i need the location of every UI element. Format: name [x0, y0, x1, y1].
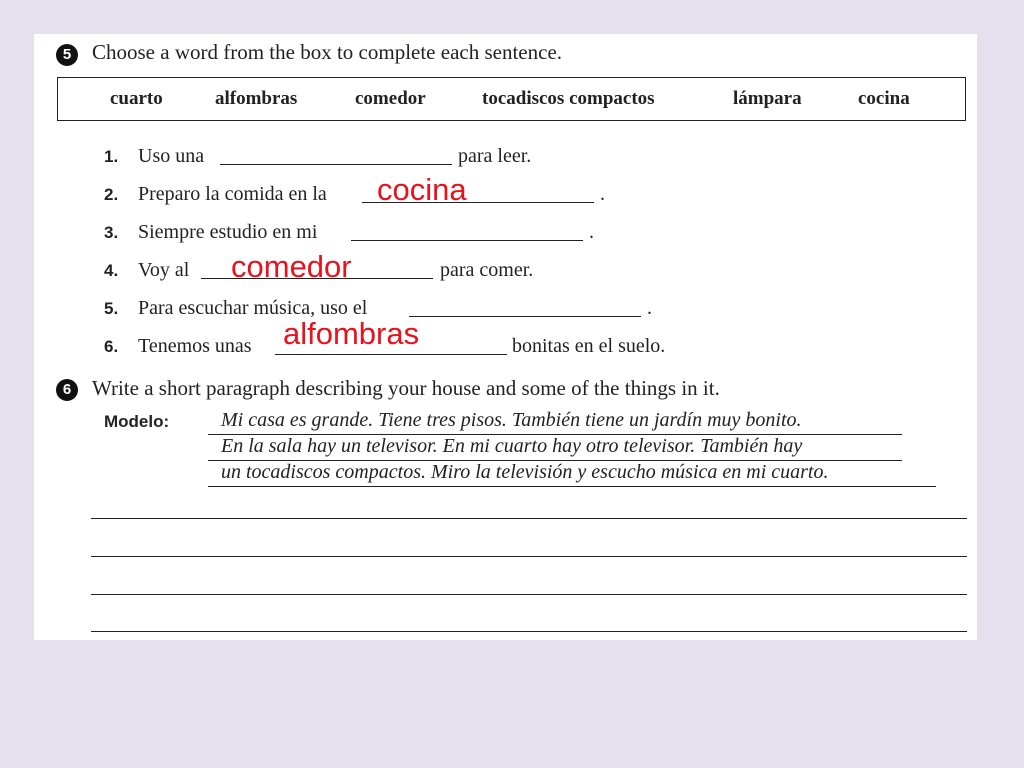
handwritten-answer-2: cocina — [377, 172, 467, 207]
word-bank-item: comedor — [355, 88, 426, 109]
answer-blank[interactable] — [351, 240, 583, 241]
word-bank-item: alfombras — [215, 88, 298, 109]
writing-line[interactable] — [91, 631, 967, 632]
modelo-line-2: En la sala hay un televisor. En mi cuarto hay otro televisor. También hay — [221, 435, 803, 457]
sentence-number: 2. — [104, 185, 119, 204]
sentence-text-before: Para escuchar música, uso el — [138, 297, 368, 319]
word-bank-item: tocadiscos compactos — [482, 88, 655, 109]
answer-blank[interactable] — [409, 316, 641, 317]
writing-line[interactable] — [91, 594, 967, 595]
exercise-5-number-badge: 5 — [56, 44, 78, 66]
modelo-line-1: Mi casa es grande. Tiene tres pisos. También tiene un jardín muy bonito. — [221, 409, 802, 431]
sentence-number: 4. — [104, 261, 119, 280]
sentence-text-before: Tenemos unas — [138, 335, 252, 357]
sentence-number: 1. — [104, 147, 119, 166]
sentence-row-1 — [104, 145, 604, 171]
answer-blank[interactable] — [220, 164, 452, 165]
sentence-text-before: Voy al — [138, 259, 190, 281]
exercise-6-number-badge: 6 — [56, 379, 78, 401]
sentence-text-after: . — [647, 297, 652, 319]
worksheet — [34, 34, 977, 640]
writing-line[interactable] — [91, 556, 967, 557]
modelo-line-3: un tocadiscos compactos. Miro la televisión y escucho música en mi cuarto. — [221, 461, 829, 483]
sentence-text-after: . — [600, 183, 605, 205]
handwritten-answer-4: comedor — [231, 249, 352, 284]
sentence-number: 6. — [104, 337, 119, 356]
modelo-label: Modelo: — [104, 412, 170, 431]
sentence-number: 5. — [104, 299, 119, 318]
sentence-text-after: bonitas en el suelo. — [512, 335, 666, 357]
modelo-underline — [208, 486, 936, 487]
handwritten-answer-6: alfombras — [283, 316, 420, 351]
answer-blank[interactable] — [275, 354, 507, 355]
sentence-text-after: . — [589, 221, 594, 243]
sentence-text-before: Uso una — [138, 145, 205, 167]
word-bank-box — [57, 77, 966, 121]
sentence-text-after: para leer. — [458, 145, 532, 167]
sentence-text-before: Preparo la comida en la — [138, 183, 327, 205]
exercise-5-instruction: Choose a word from the box to complete each sentence. — [92, 40, 563, 64]
sentence-text-after: para comer. — [440, 259, 534, 281]
sentence-text-before: Siempre estudio en mi — [138, 221, 318, 243]
sentence-row-3 — [104, 221, 664, 247]
word-bank-item: lámpara — [733, 88, 802, 109]
writing-line[interactable] — [91, 518, 967, 519]
word-bank-item: cocina — [858, 88, 910, 109]
word-bank-item: cuarto — [110, 88, 163, 109]
sentence-number: 3. — [104, 223, 119, 242]
exercise-6-instruction: Write a short paragraph describing your house and some of the things in it. — [92, 376, 720, 400]
sentence-row-4 — [104, 259, 604, 285]
